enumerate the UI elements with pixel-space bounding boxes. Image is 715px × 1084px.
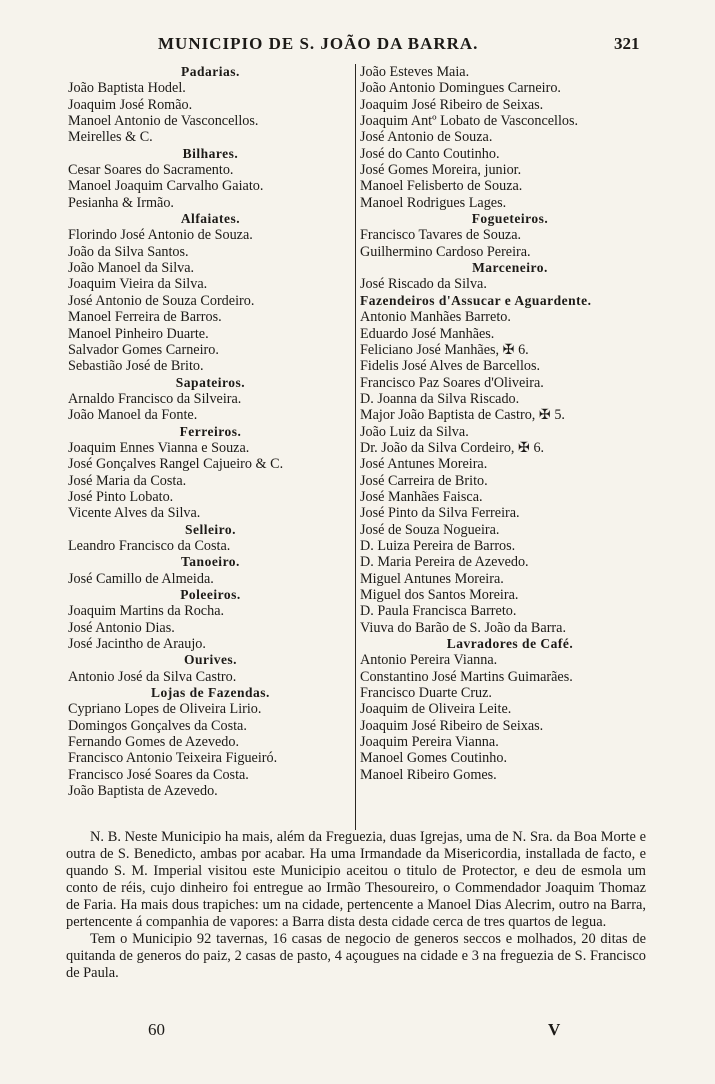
- list-entry: Manoel Felisberto de Souza.: [360, 178, 523, 195]
- category-heading: Fogueteiros.: [471, 211, 549, 227]
- right-column: [360, 64, 660, 783]
- list-entry: Guilhermino Cardoso Pereira.: [360, 243, 531, 260]
- list-entry: Vicente Alves da Silva.: [68, 505, 201, 522]
- list-entry: D. Maria Pereira de Azevedo.: [360, 554, 529, 571]
- list-entry: João Baptista de Azevedo.: [68, 783, 218, 800]
- list-entry: Antonio Pereira Vianna.: [360, 652, 498, 669]
- list-entry: João Manoel da Fonte.: [68, 407, 198, 424]
- list-entry: Joaquim Pereira Vianna.: [360, 734, 499, 751]
- list-entry: Joaquim de Oliveira Leite.: [360, 701, 512, 718]
- list-entry: Fernando Gomes de Azevedo.: [68, 734, 239, 751]
- list-entry: Miguel Antunes Moreira.: [360, 570, 504, 587]
- list-entry: José de Souza Nogueira.: [360, 521, 500, 538]
- list-entry: Manoel Gomes Coutinho.: [360, 750, 507, 767]
- list-entry: João Esteves Maia.: [360, 64, 470, 80]
- notes-section: [66, 829, 646, 982]
- signature-mark: V: [548, 1020, 561, 1039]
- list-entry: José Gonçalves Rangel Cajueiro & C.: [68, 456, 284, 473]
- list-entry: Manoel Ribeiro Gomes.: [360, 766, 497, 783]
- list-entry: Sebastião José de Brito.: [68, 358, 204, 375]
- list-entry: José Manhães Faisca.: [360, 488, 483, 505]
- note-paragraph: Tem o Municipio 92 tavernas, 16 casas de negocio de generos seccos e molhados, 20 ditas de quitanda de generos do paiz, 2 casas de pasto, 4 açougues na cidade e 3 na freguezia de S. Francisco de Paula.: [66, 931, 646, 981]
- list-entry: José Carreira de Brito.: [360, 472, 488, 489]
- list-entry: Viuva do Barão de S. João da Barra.: [360, 619, 566, 636]
- list-entry: José Antunes Moreira.: [360, 456, 488, 473]
- list-entry: Joaquim José Ribeiro de Seixas.: [360, 96, 544, 113]
- list-entry: José Antonio Dias.: [68, 619, 175, 636]
- list-entry: Manoel Ferreira de Barros.: [68, 309, 222, 326]
- list-entry: Manoel Antonio de Vasconcellos.: [68, 113, 259, 130]
- left-column: [68, 64, 353, 799]
- list-entry: Manoel Rodrigues Lages.: [360, 194, 507, 211]
- list-entry: Arnaldo Francisco da Silveira.: [68, 390, 242, 407]
- list-entry: João da Silva Santos.: [68, 243, 189, 260]
- list-entry: José Pinto Lobato.: [68, 488, 174, 505]
- list-entry: Eduardo José Manhães.: [360, 325, 495, 342]
- list-entry: Constantino José Martins Guimarães.: [360, 668, 573, 685]
- list-entry: Antonio José da Silva Castro.: [68, 668, 237, 685]
- list-entry: Miguel dos Santos Moreira.: [360, 587, 519, 603]
- list-entry: João Antonio Domingues Carneiro.: [360, 80, 561, 97]
- list-entry: D. Joanna da Silva Riscado.: [360, 390, 520, 407]
- category-heading: Poleeiros.: [180, 587, 241, 602]
- list-entry: Francisco Tavares de Souza.: [360, 227, 522, 244]
- list-entry: Domingos Gonçalves da Costa.: [68, 717, 247, 734]
- category-heading: Lojas de Fazendas.: [151, 685, 270, 701]
- list-entry: José do Canto Coutinho.: [360, 145, 500, 162]
- page-number: 321: [614, 34, 640, 53]
- list-entry: Leandro Francisco da Costa.: [68, 537, 231, 554]
- list-entry: Major João Baptista de Castro, ✠ 5.: [360, 407, 565, 424]
- list-entry: Manoel Pinheiro Duarte.: [68, 325, 209, 342]
- list-entry: Joaquim José Ribeiro de Seixas.: [360, 717, 544, 734]
- category-heading: Lavradores de Café.: [446, 636, 574, 652]
- list-entry: José Riscado da Silva.: [360, 276, 487, 293]
- list-entry: Joaquim Ennes Vianna e Souza.: [68, 439, 250, 456]
- list-entry: José Maria da Costa.: [68, 472, 187, 489]
- category-heading: Padarias.: [181, 64, 240, 79]
- list-entry: Francisco Antonio Teixeira Figueiró.: [68, 750, 278, 767]
- list-entry: Francisco José Soares da Costa.: [68, 766, 249, 783]
- list-entry: Pesianha & Irmão.: [68, 194, 174, 211]
- list-entry: Joaquim Antº Lobato de Vasconcellos.: [360, 113, 579, 130]
- category-heading: Marceneiro.: [472, 260, 548, 276]
- list-entry: Feliciano José Manhães, ✠ 6.: [360, 341, 529, 358]
- list-entry: Meirelles & C.: [68, 129, 153, 146]
- list-entry: João Manoel da Silva.: [68, 260, 195, 277]
- list-entry: Joaquim Vieira da Silva.: [68, 276, 208, 293]
- list-entry: Manoel Joaquim Carvalho Gaiato.: [68, 178, 264, 195]
- list-entry: João Baptista Hodel.: [68, 80, 186, 97]
- page-footer: [0, 1020, 715, 1044]
- list-entry: José Pinto da Silva Ferreira.: [360, 505, 520, 522]
- list-entry: Salvador Gomes Carneiro.: [68, 341, 219, 358]
- column-divider: [355, 64, 356, 830]
- list-entry: José Camillo de Almeida.: [68, 570, 214, 587]
- list-entry: Antonio Manhães Barreto.: [360, 309, 511, 326]
- list-entry: Joaquim José Romão.: [68, 96, 193, 113]
- list-entry: José Antonio de Souza Cordeiro.: [68, 292, 255, 309]
- category-heading: Alfaiates.: [180, 211, 241, 227]
- list-entry: José Jacintho de Araujo.: [68, 636, 206, 653]
- list-entry: Florindo José Antonio de Souza.: [68, 227, 253, 244]
- category-heading: Sapateiros.: [175, 374, 246, 390]
- footer-page-number: 60: [148, 1020, 165, 1039]
- list-entry: João Luiz da Silva.: [360, 423, 469, 440]
- category-heading: Fazendeiros d'Assucar e Aguardente.: [360, 292, 592, 308]
- list-entry: José Gomes Moreira, junior.: [360, 162, 522, 179]
- list-entry: D. Luiza Pereira de Barros.: [360, 537, 516, 554]
- list-entry: Joaquim Martins da Rocha.: [68, 603, 225, 620]
- list-entry: Francisco Duarte Cruz.: [360, 685, 492, 702]
- category-heading: Bilhares.: [182, 145, 239, 161]
- note-paragraph: N. B. Neste Municipio ha mais, além da Freguezia, duas Igrejas, uma de N. Sra. da Boa Morte e outra de S. Benedicto, ambas por acabar. Ha uma Irmandade da Misericordia, installada de facto, e quando S. M. Imperial visitou este Municipio aceitou o titulo de Protector, e deu de esmola um conto de réis, cujo dinheiro foi entregue ao Irmão Thesoureiro, o Commendador Joaquim Thomaz de Faria. Ha mais dous trapiches: um na cidade, pertencente a Manoel Dias Alecrim, outro na Barra, pertencente á companhia de vapores: a Barra dista desta cidade cerca de tres quartos de legua.: [66, 829, 646, 930]
- list-entry: Cypriano Lopes de Oliveira Lirio.: [68, 701, 262, 718]
- list-entry: Dr. João da Silva Cordeiro, ✠ 6.: [360, 439, 545, 456]
- category-heading: Selleiro.: [184, 521, 237, 537]
- page-header: [0, 34, 715, 60]
- category-heading: Tanoeiro.: [181, 554, 240, 570]
- list-entry: José Antonio de Souza.: [360, 129, 493, 146]
- list-entry: Francisco Paz Soares d'Oliveira.: [360, 374, 544, 391]
- category-heading: Ourives.: [183, 652, 238, 668]
- page-title: MUNICIPIO DE S. JOÃO DA BARRA.: [158, 34, 479, 53]
- list-entry: Cesar Soares do Sacramento.: [68, 162, 234, 179]
- list-entry: Fidelis José Alves de Barcellos.: [360, 358, 541, 375]
- list-entry: D. Paula Francisca Barreto.: [360, 603, 517, 620]
- category-heading: Ferreiros.: [179, 423, 242, 439]
